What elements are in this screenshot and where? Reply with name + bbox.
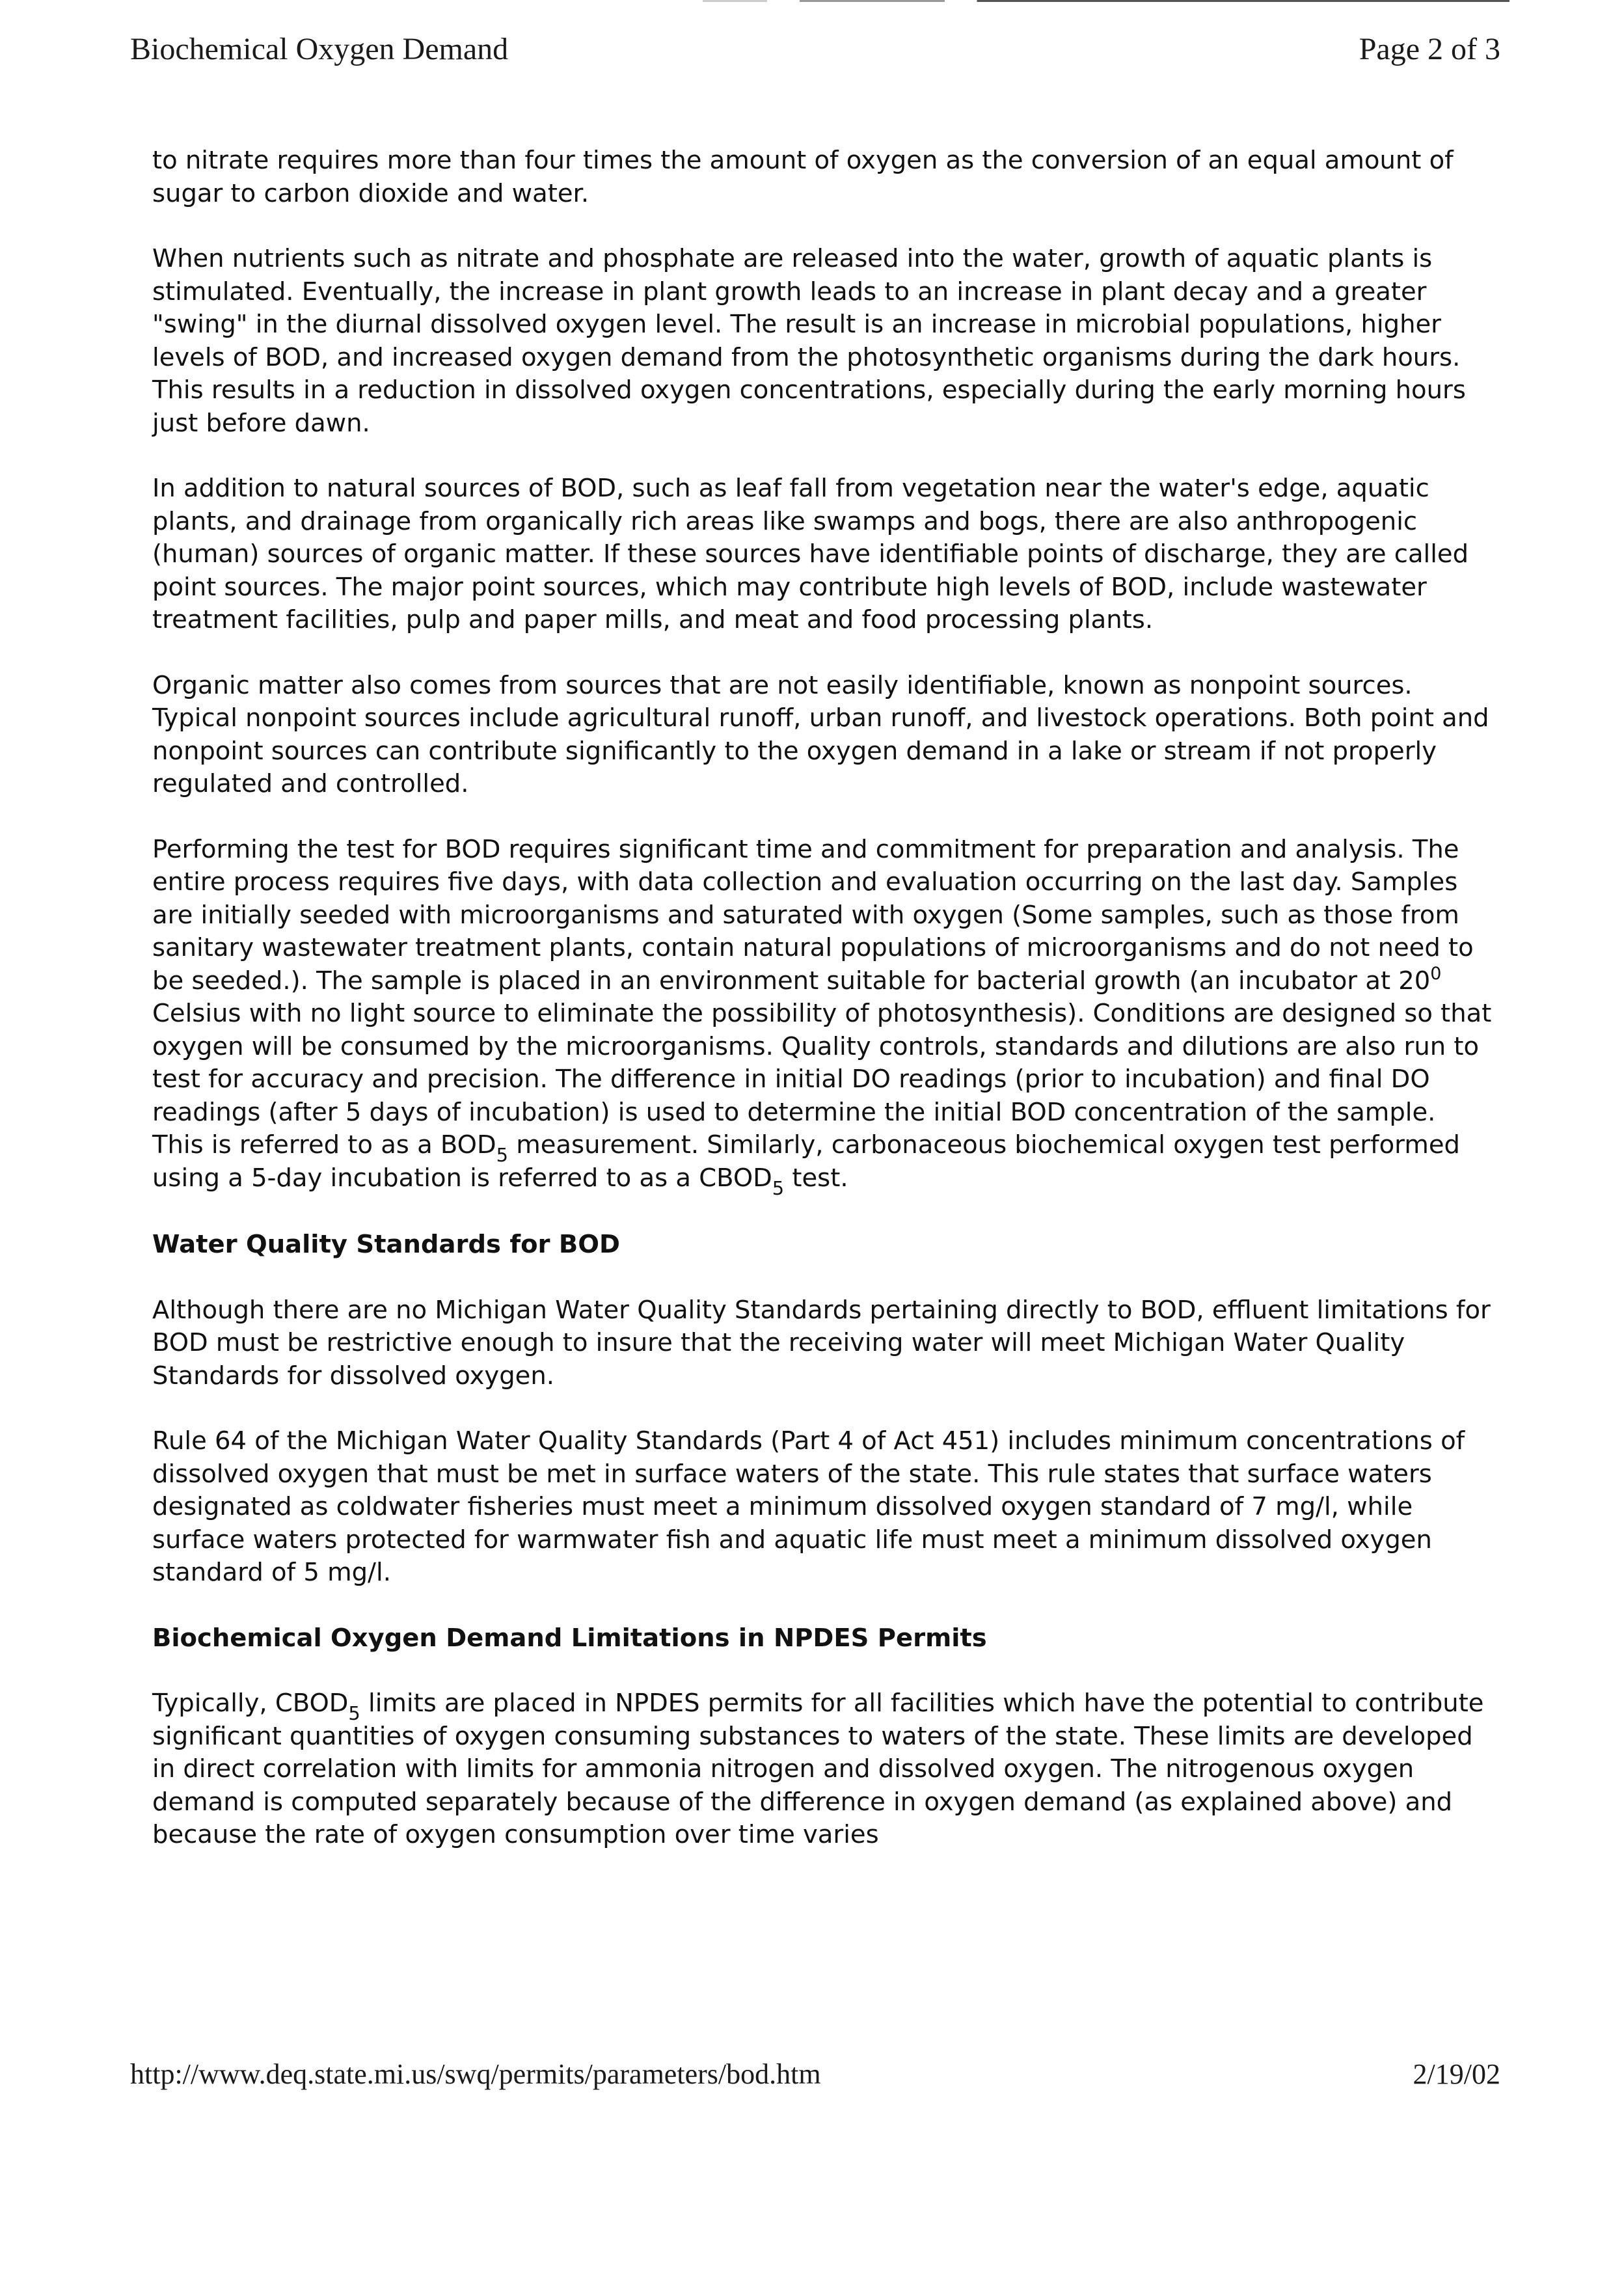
paragraph-rule-64: Rule 64 of the Michigan Water Quality Standards (Part 4 of Act 451) includes minimum concentrations of dissolved oxygen that must be met in surface waters of the state. This rule states that surface waters designated as coldwater fisheries must meet a minimum dissolved oxygen standard of 7 mg/l, while surface waters protected for warmwater fish and aquatic life must meet a minimum dissolved oxygen standard of 5 mg/l. (152, 1426, 1465, 1587)
document-body (152, 144, 1493, 1884)
paragraph-nitrate-oxygen: to nitrate requires more than four times the amount of oxygen as the conversion of an equal amount of sugar to carbon dioxide and water. (152, 146, 1454, 208)
subscript-5: 5 (496, 1143, 508, 1166)
scan-artifact-line (703, 0, 1509, 2)
page-header (130, 31, 1500, 67)
document-title: Biochemical Oxygen Demand (130, 32, 509, 66)
paragraph-michigan-standards: Although there are no Michigan Water Quality Standards pertaining directly to BOD, effluent limitations for BOD must be restrictive enough to insure that the receiving water will meet Michigan Water Quality Standards for dissolved oxygen. (152, 1295, 1491, 1391)
section-heading-water-quality: Water Quality Standards for BOD (152, 1230, 620, 1259)
text-span: measurement. Similarly, carbonaceous biochemical oxygen test performed using a 5-day incubation is referred to as a CBOD (152, 1130, 1460, 1193)
subscript-5: 5 (772, 1176, 785, 1199)
paragraph-nonpoint-sources: Organic matter also comes from sources that are not easily identifiable, known as nonpoint sources. Typical nonpoint sources include agricultural runoff, urban runoff, and livestock operations. Both point and nonpoint sources can contribute significantly to the oxygen demand in a lake or stream if not properly regulated and controlled. (152, 670, 1489, 798)
text-span: Celsius with no light source to eliminate the possibility of photosynthesis). Conditions are designed so that oxygen will be consumed by the microorganisms. Quality controls, standards and dilutions are also run to test for accuracy and precision. The difference in initial DO readings (prior to incubation) and final DO readings (after 5 days of incubation) is used to determine the initial BOD concentration of the sample. This is referred to as a BOD (152, 999, 1492, 1160)
page-footer (130, 2058, 1500, 2091)
source-url: http://www.deq.state.mi.us/swq/permits/parameters/bod.htm (130, 2058, 821, 2090)
text-span: test. (784, 1163, 848, 1193)
text-span: Performing the test for BOD requires significant time and commitment for preparation and analysis. The entire process requires five days, with data collection and evaluation occurring on the last day. Samples are initially seeded with microorganisms and saturated with oxygen (Some samples, such as those from sanitary wastewater treatment plants, contain natural populations of microorganisms and do not need to be seeded.). The sample is placed in an environment suitable for bacterial growth (an incubator at 20 (152, 834, 1474, 996)
paragraph-bod-test (152, 834, 1493, 1199)
text-span: limits are placed in NPDES permits for all facilities which have the potential to contribute significant quantities of oxygen consuming substances to waters of the state. These limits are developed in direct correlation with limits for ammonia nitrogen and dissolved oxygen. The nitrogenous oxygen demand is computed separately because of the difference in oxygen demand (as explained above) and because the rate of oxygen consumption over time varies (152, 1689, 1484, 1849)
paragraph-nutrients: When nutrients such as nitrate and phosphate are released into the water, growth of aquatic plants is stimulated. Eventually, the increase in plant growth leads to an increase in plant decay and a greater "swing" in the diurnal dissolved oxygen level. The result is an increase in microbial populations, higher levels of BOD, and increased oxygen demand from the photosynthetic organisms during the dark hours. This results in a reduction in dissolved oxygen concentrations, especially during the early morning hours just before dawn. (152, 244, 1466, 438)
section-heading-npdes: Biochemical Oxygen Demand Limitations in NPDES Permits (152, 1623, 987, 1653)
page-indicator: Page 2 of 3 (1359, 32, 1500, 66)
paragraph-bod-sources: In addition to natural sources of BOD, such as leaf fall from vegetation near the water's edge, aquatic plants, and drainage from organically rich areas like swamps and bogs, there are also anthropogenic (human) sources of organic matter. If these sources have identifiable points of discharge, they are called point sources. The major point sources, which may contribute high levels of BOD, include wastewater treatment facilities, pulp and paper mills, and meat and food processing plants. (152, 474, 1469, 634)
subscript-5: 5 (348, 1702, 360, 1724)
degree-superscript: 0 (1430, 963, 1442, 984)
text-span: Typically, CBOD (152, 1689, 349, 1718)
paragraph-cbod-limits (152, 1687, 1493, 1852)
print-date: 2/19/02 (1413, 2058, 1500, 2090)
